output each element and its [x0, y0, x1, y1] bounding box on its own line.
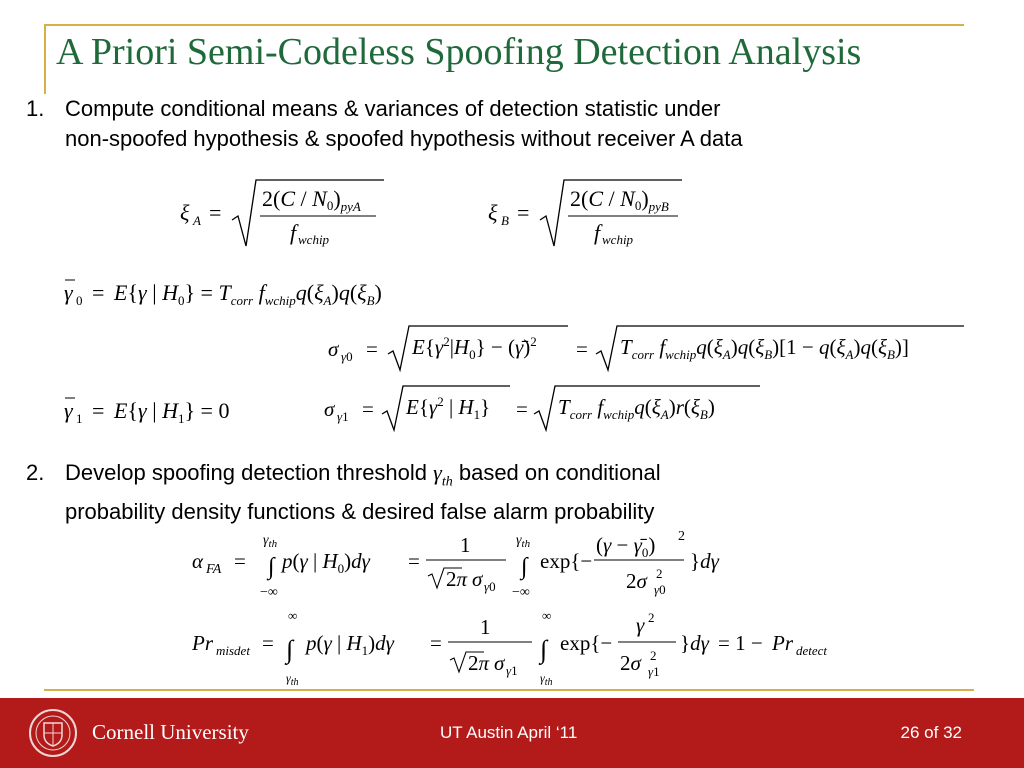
svg-text:f: f	[290, 220, 297, 245]
svg-text:α: α	[192, 549, 204, 573]
title-frame-left-rule	[44, 24, 46, 94]
list-item-1-line-2: non-spoofed hypothesis & spoofed hypothesis without receiver A data	[65, 126, 743, 151]
equation-sigma0	[326, 322, 966, 374]
svg-text:γth: $\gamma_{th}$	[263, 533, 278, 550]
svg-text:∞: ∞	[288, 608, 298, 623]
list-item-1-number: 1.	[26, 96, 45, 121]
svg-text:γth: $\gamma_{th}$	[516, 533, 531, 550]
svg-text:σ: σ	[328, 337, 339, 361]
svg-text:γ1: γ1	[506, 663, 518, 678]
svg-text:Tcorr fwchipq(ξA)q(ξB)[1 − q(ξ: $T_{corr}$ $f_{wchip}q(\xi_A)q(\xi_B)[1 - q(\xi_A)q(\xi_B)]$	[620, 335, 909, 362]
svg-text:wchip: wchip	[298, 232, 330, 247]
svg-text:Pr: Pr	[772, 631, 793, 655]
svg-text:=: =	[234, 549, 246, 573]
equation-xi-a	[176, 176, 386, 256]
svg-text:=: =	[92, 280, 105, 305]
gamma-symbol: γ	[433, 460, 442, 485]
svg-text:=: =	[516, 397, 528, 421]
svg-text:ξ: ξ	[180, 200, 190, 225]
svg-text:γ0: γ0	[484, 579, 496, 594]
svg-text:2: 2	[648, 610, 655, 625]
footer-top-rule	[44, 689, 974, 691]
svg-text:∫: ∫	[521, 554, 528, 580]
equation-xi-b	[486, 176, 696, 256]
svg-text:A: A	[193, 213, 201, 228]
svg-text:detect: detect	[796, 643, 828, 658]
svg-text:γth: $\gamma_{th}$	[540, 671, 553, 688]
svg-text:=: =	[430, 631, 442, 655]
svg-text:2(C / N0)pyB: $2(C / N0)_{pyB}$	[570, 186, 669, 214]
svg-text:=: =	[576, 337, 588, 361]
title-frame-top-rule	[44, 24, 964, 26]
svg-text:∫: ∫	[268, 554, 275, 580]
page-number: 26 of 32	[900, 723, 962, 742]
svg-text:=: =	[209, 200, 222, 225]
svg-text:}dγ: }dγ	[690, 549, 719, 573]
svg-text:2π: 2π	[468, 651, 490, 675]
svg-text:ξ: ξ	[488, 200, 498, 225]
svg-text:γ1: γ1	[648, 664, 660, 679]
equation-sigma1	[322, 382, 762, 434]
cornell-seal-icon	[28, 708, 78, 758]
equation-gamma0-mean	[60, 274, 480, 310]
svg-text:= 1 −: = 1 −	[718, 631, 763, 655]
equation-alpha-fa	[190, 524, 750, 604]
svg-text:E{γ | H1} = 0: E{γ | $H_1\} = 0$	[114, 398, 230, 426]
svg-text:2(C / N0)pyA: $2(C / N0)_{pyA}$	[262, 186, 361, 214]
svg-text:2: 2	[650, 648, 657, 663]
svg-text:σ: σ	[494, 651, 505, 675]
svg-text:misdet: misdet	[216, 643, 250, 658]
list-item-2-line-2: probability density functions & desired false alarm probability	[65, 499, 655, 525]
svg-text:E{γ2 | H1}: $E\{\gamma^2$ | $H_1$}	[406, 394, 491, 422]
svg-text:1: 1	[460, 533, 471, 557]
svg-text:exp{−: exp{−	[560, 631, 613, 655]
svg-text:2π: 2π	[446, 567, 468, 591]
svg-text:2: 2	[656, 566, 663, 581]
svg-text:E{γ | H0} = Tcorr fwchipq(ξA)q: E{γ | $H_0\} = T_{corr}$ $f_{wchip}q(\xi_A)q(\xi_B)$	[114, 280, 382, 308]
svg-text:2σ: 2σ	[620, 651, 641, 675]
svg-text:Pr: Pr	[192, 631, 213, 655]
svg-text:p(γ | H1)dγ: p(γ | $H_1)d\gamma$	[306, 631, 394, 658]
svg-text:−∞: −∞	[512, 585, 530, 600]
svg-text:∫: ∫	[540, 635, 548, 664]
svg-text:p(γ | H0)dγ: p(γ | $H_0)d\gamma$	[282, 549, 370, 576]
svg-text:γ1: γ1	[337, 409, 349, 424]
svg-text:∞: ∞	[542, 608, 552, 623]
svg-text:=: =	[262, 631, 274, 655]
gamma-subscript: th	[441, 474, 453, 490]
svg-text:γ: γ	[636, 613, 645, 637]
svg-text:2: 2	[678, 529, 685, 544]
university-name: Cornell University	[92, 720, 249, 744]
list-item-2-number: 2.	[26, 460, 45, 485]
svg-text:}dγ: }dγ	[680, 631, 709, 655]
svg-text:=: =	[366, 337, 378, 361]
list-item-2-line-1	[65, 458, 661, 497]
svg-text:=: =	[517, 200, 530, 225]
svg-text:2σ: 2σ	[626, 569, 647, 593]
svg-text:(γ − γ̄0): $(\gamma - \gammā_0)$	[596, 533, 656, 560]
gamma-th-symbol	[433, 460, 453, 490]
svg-text:γ0: γ0	[341, 349, 353, 364]
svg-text:FA: FA	[206, 562, 222, 577]
svg-text:γth: $\gamma_{th}$	[286, 671, 299, 688]
svg-text:1: 1	[76, 411, 83, 426]
svg-text:0: 0	[76, 293, 83, 308]
svg-text:=: =	[362, 397, 374, 421]
svg-text:γ0: γ0	[654, 582, 666, 597]
list-item-2-text-before: Develop spoofing detection threshold	[65, 460, 428, 485]
svg-text:−∞: −∞	[260, 585, 278, 600]
svg-text:exp{−: exp{−	[540, 549, 593, 573]
svg-text:f: f	[594, 220, 601, 245]
svg-text:Tcorr fwchipq(ξA)r(ξB): $T_{corr}$ $f_{wchip}q(\xi_A)r(\xi_B)$	[558, 395, 715, 422]
equation-gamma1-mean	[60, 392, 270, 428]
svg-text:∫: ∫	[286, 635, 294, 664]
list-item-1-line-1: Compute conditional means & variances of detection statistic under	[65, 96, 721, 121]
svg-text:1: 1	[480, 615, 491, 639]
svg-text:=: =	[92, 398, 105, 423]
svg-text:γ: γ	[64, 398, 73, 423]
svg-text:E{γ2|H0} − (γ̄)2: $E\{\gamma^2|H_0\}$ − (γ̄)$^2$	[412, 334, 537, 362]
svg-text:σ: σ	[324, 397, 335, 421]
footer-bar	[0, 698, 1024, 768]
list-item-2-text-after: based on conditional	[458, 460, 661, 485]
svg-text:wchip: wchip	[602, 232, 634, 247]
svg-text:B: B	[501, 213, 509, 228]
slide-title: A Priori Semi-Codeless Spoofing Detection Analysis	[56, 31, 862, 73]
footer-event: UT Austin April ‘11	[440, 723, 578, 742]
svg-text:σ: σ	[472, 567, 483, 591]
svg-text:=: =	[408, 549, 420, 573]
equation-pr-misdet	[190, 604, 850, 688]
svg-text:γ: γ	[64, 280, 73, 305]
